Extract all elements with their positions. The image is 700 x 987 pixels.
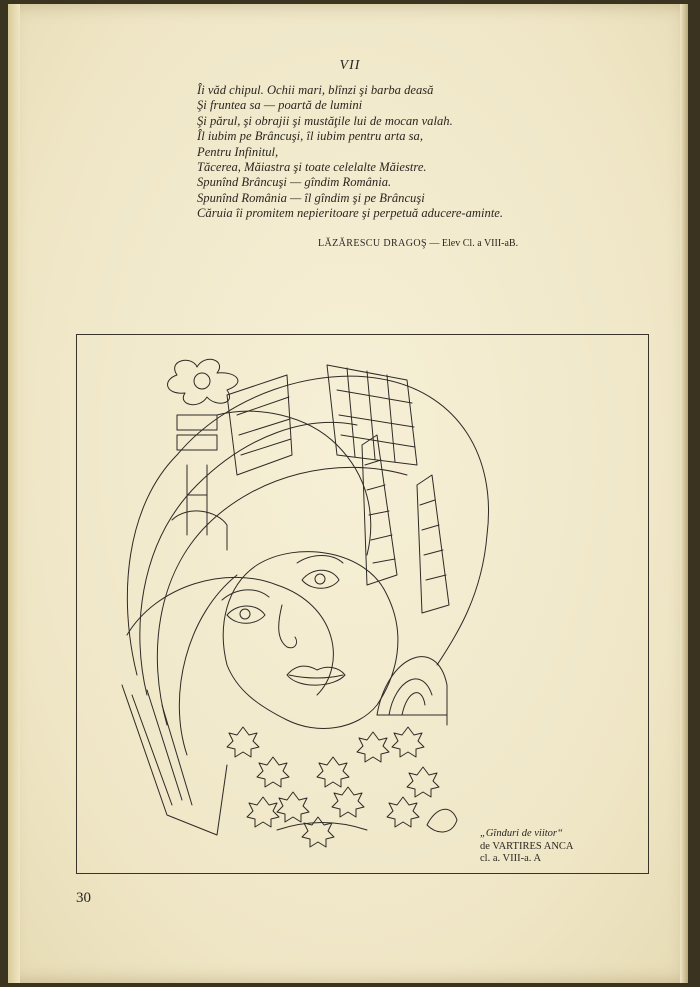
author-class: Elev Cl. a VIII-aB.	[441, 238, 519, 249]
chapter-heading: VII	[339, 58, 361, 73]
tower	[362, 435, 397, 585]
poem-line: Îi văd chipul. Ochii mari, blînzi şi barba deasă	[197, 83, 434, 97]
hair-strand	[217, 411, 371, 555]
author-name: LĂZĂRESCU DRAGOŞ	[318, 238, 427, 249]
poem-line: Îl iubim pe Brâncuşi, îl iubim pentru arta sa,	[197, 129, 423, 144]
poem-author	[318, 238, 578, 249]
poem-line: Tăcerea, Măiastra şi toate celelalte Măiestre.	[197, 160, 427, 175]
poem-line: Spunînd România — îl gîndim şi pe Brâncuşi	[197, 190, 425, 205]
left-pupil	[240, 609, 250, 619]
page-edge-shadow	[680, 4, 688, 983]
illustration-byline: de VARTIRES ANCA	[480, 840, 574, 852]
illustration-class: cl. a. VIII-a. A	[480, 853, 542, 864]
line-drawing-illustration	[77, 335, 648, 873]
poem	[197, 83, 577, 222]
flowers	[227, 727, 457, 847]
nose	[279, 605, 297, 648]
illustration-title: „Gînduri de viitor“	[480, 828, 563, 839]
author-separator: —	[429, 238, 440, 249]
right-eyebrow	[297, 556, 343, 564]
page-number: 30	[76, 890, 91, 906]
hair-strand	[140, 423, 357, 696]
poem-line: Căruia îi promitem nepieritoare şi perpetuă aducere-aminte.	[197, 206, 504, 221]
shawl	[122, 685, 227, 835]
lips	[287, 666, 345, 685]
page-spine-shadow	[8, 4, 20, 983]
right-pupil	[315, 574, 325, 584]
illustration-caption	[480, 828, 620, 866]
poem-line: Pentru Infinitul,	[197, 144, 279, 159]
cloud-center	[194, 373, 210, 389]
machine	[177, 415, 217, 450]
right-eye	[302, 570, 339, 588]
illustration-frame	[76, 334, 649, 874]
hair-outline	[127, 376, 488, 675]
tower	[417, 475, 449, 613]
left-eye	[227, 606, 265, 623]
poem-line: Şi fruntea sa — poartă de lumini	[197, 98, 363, 113]
poem-line: Spunînd Brâncuşi — gîndim România.	[197, 175, 392, 190]
left-eyebrow	[222, 590, 269, 600]
poem-line: Şi părul, şi obrajii şi mustăţile lui de mocan valah.	[197, 113, 453, 128]
